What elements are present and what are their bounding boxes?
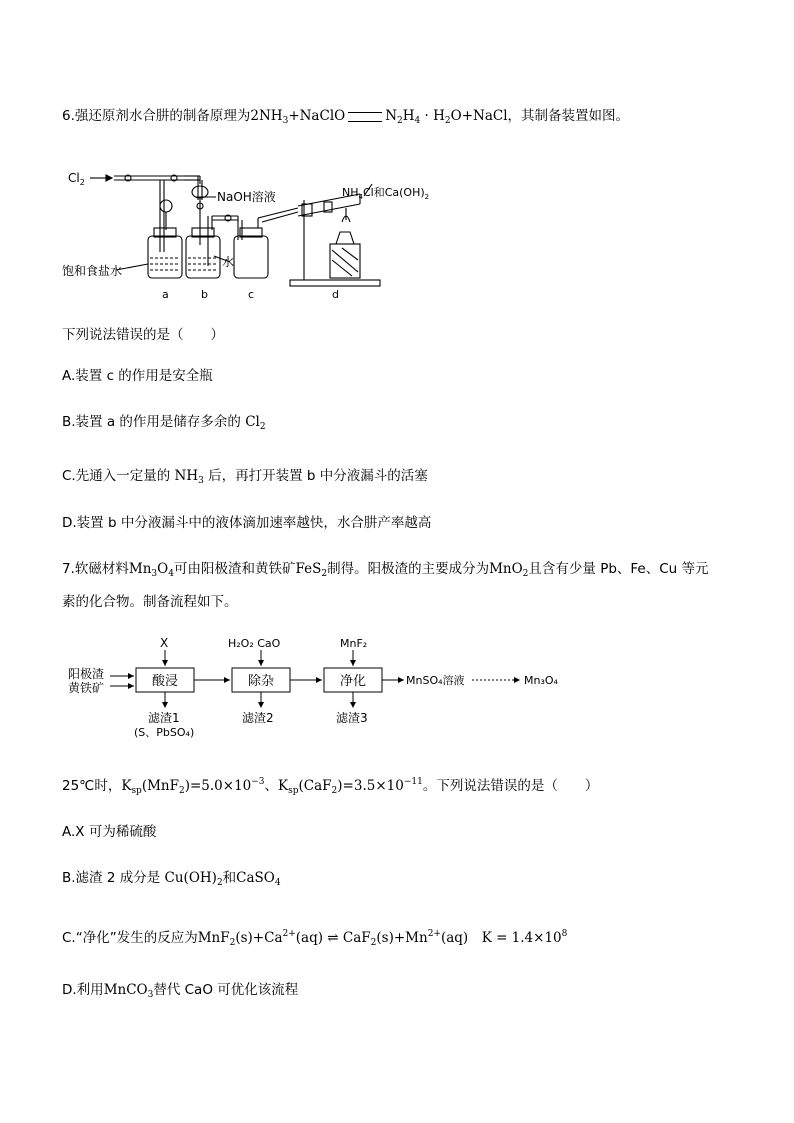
- flow-residue-3: 滤渣3: [336, 711, 368, 725]
- q6-question: 下列说法错误的是（ ）: [62, 327, 224, 343]
- flow-product-mnso4: MnSO₄溶液: [406, 674, 465, 687]
- flow-residue-1: 滤渣1: [148, 711, 180, 725]
- naoh-label: NaOH溶液: [217, 190, 276, 204]
- q6-option-c: C.先通入一定量的 $NH_3$ 后，再打开装置 b 中分液漏斗的活塞: [62, 468, 428, 486]
- label-c: c: [248, 288, 255, 301]
- q6-option-c-pre: C.先通入一定量的: [62, 468, 171, 484]
- q6-stem: [62, 106, 629, 131]
- q6-stem-prefix: 6.强还原剂水合肼的制备原理为: [62, 108, 251, 124]
- q6-option-c-post: 后，再打开装置 b 中分液漏斗的活塞: [208, 468, 428, 484]
- q6-option-d: D.装置 b 中分液漏斗中的液体滴加速率越快，水合肼产率越高: [62, 515, 432, 531]
- flow-input-pyrite: 黄铁矿: [68, 681, 105, 695]
- flow-input-anode-slag: 阳极渣: [68, 667, 105, 681]
- flow-product-mn3o4: Mn₃O₄: [524, 674, 558, 687]
- label-d: d: [332, 288, 339, 301]
- q7-option-b: B.滤渣 2 成分是 $Cu(OH)_2$和CaSO$_4$: [62, 870, 281, 888]
- q6-option-b-text: B.装置 a 的作用是储存多余的: [62, 414, 241, 430]
- flow-box-impurity-removal: 除杂: [248, 674, 275, 689]
- q6-apparatus-diagram: [62, 160, 482, 305]
- water-label: 水: [222, 255, 235, 269]
- flow-reagent-h2o2-cao: H₂O₂ CaO: [228, 637, 281, 650]
- q7-stem-d: 且含有少量 Pb、Fe、Cu 等元: [528, 561, 709, 577]
- q6-option-a: A.装置 c 的作用是安全瓶: [62, 368, 213, 384]
- flow-box-acid-leach: 酸浸: [152, 674, 179, 689]
- q7-condition-prefix: 25℃时，: [62, 778, 122, 794]
- flow-reagent-mnf2: MnF₂: [340, 637, 368, 650]
- label-a: a: [162, 288, 169, 301]
- q7-stem-line2: 素的化合物。制备流程如下。: [62, 594, 238, 610]
- q7-option-d-post: 替代 CaO 可优化该流程: [153, 982, 299, 998]
- q7-option-a: A.X 可为稀硫酸: [62, 824, 157, 840]
- cl2-label: $Cl_2$: [68, 171, 85, 187]
- q7-option-c: C.“净化”发生的反应为$MnF_2(s)+Ca^{2+}(aq)$ ⇌ $CaF_2(s)+Mn^{2+}(aq)$ $K = 1.4\times 10^8$: [62, 929, 568, 948]
- q7-option-b-text: B.滤渣 2 成分是: [62, 870, 161, 886]
- q7-option-d: D.利用MnCO$_3$替代 CaO 可优化该流程: [62, 982, 299, 1000]
- q7-stem-c: 制得。阳极渣的主要成分为: [327, 561, 490, 577]
- q7-option-c-text: C.“净化”发生的反应为: [62, 930, 198, 946]
- q7-stem-a: 7.软磁材料: [62, 561, 129, 577]
- q6-option-b: B.装置 a 的作用是储存多余的 $Cl_2$: [62, 414, 266, 432]
- flow-box-purification: 净化: [340, 674, 367, 689]
- q6-stem-suffix: ，其制备装置如图。: [507, 108, 630, 124]
- flow-residue-1-detail: (S、PbSO₄): [134, 726, 195, 739]
- label-b: b: [201, 288, 208, 301]
- q7-condition-suffix: 。下列说法错误的是（ ）: [422, 778, 599, 794]
- q6-equation: $2NH_3+NaClO$ $N_2H_4$ · $H_2O+NaCl$: [250, 108, 508, 126]
- flow-residue-2: 滤渣2: [242, 711, 274, 725]
- q7-stem-b: 可由阳极渣和黄铁矿: [173, 561, 296, 577]
- nh4cl-label: $NH_4Cl$和$Ca(OH)_2$: [342, 186, 430, 201]
- brine-label: 饱和食盐水: [62, 264, 123, 278]
- q7-flow-diagram: [62, 636, 582, 746]
- q7-stem-line1: 7.软磁材料$Mn_3O_4$可由阳极渣和黄铁矿FeS$_2$制得。阳极渣的主要成分为MnO$_2$且含有少量 Pb、Fe、Cu 等元: [62, 561, 709, 579]
- q7-condition: 25℃时，$K_{sp}(MnF_2)=5.0\times 10^{-3}$、$K_{sp}(CaF_2)=3.5\times 10^{-11}$。下列说法错误的是（ ）: [62, 777, 599, 796]
- q7-option-d-pre: D.利用: [62, 982, 104, 998]
- flow-reagent-x: X: [160, 636, 169, 650]
